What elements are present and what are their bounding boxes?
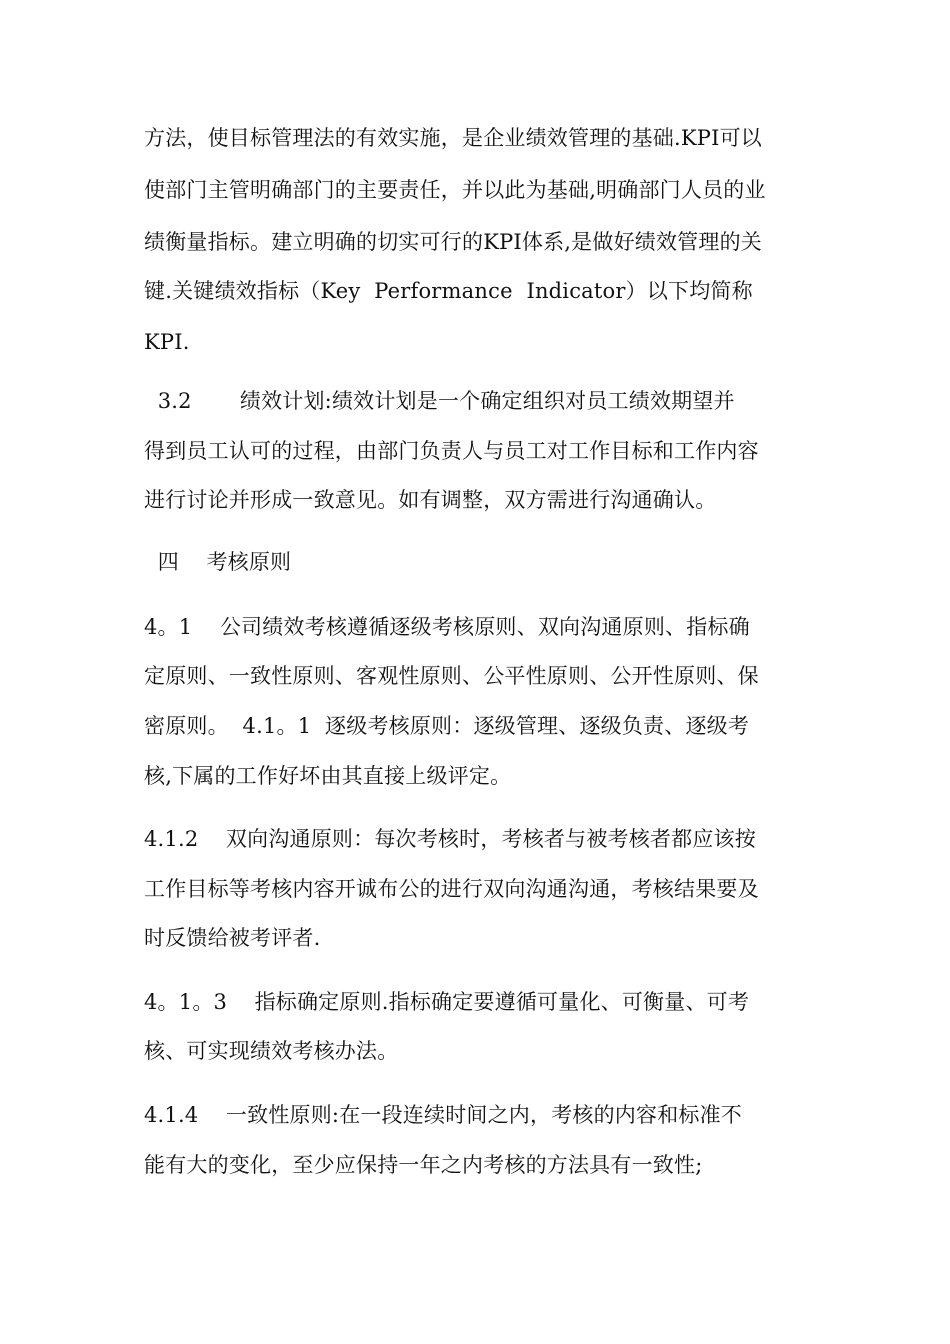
text-line: 使部门主管明确部门的主要责任，并以此为基础,明确部门人员的业 [144,178,766,202]
text-line: 定原则、一致性原则、客观性原则、公平性原则、公开性原则、保 [144,664,759,688]
text-line: 键.关键绩效指标（Key Performance Indicator）以下均简称 [144,279,753,303]
text-line: 核、可实现绩效考核办法。 [144,1039,399,1063]
text-line: 绩衡量指标。建立明确的切实可行的KPI体系,是做好绩效管理的关 [144,230,762,254]
text-line: 工作目标等考核内容开诚布公的进行双向沟通沟通，考核结果要及 [144,877,759,901]
text-line: 得到员工认可的过程，由部门负责人与员工对工作目标和工作内容 [144,439,759,463]
text-line: 核,下属的工作好坏由其直接上级评定。 [144,764,512,788]
text-line: 4。1 公司绩效考核遵循逐级考核原则、双向沟通原则、指标确 [144,615,750,639]
text-line: 方法，使目标管理法的有效实施，是企业绩效管理的基础.KPI可以 [144,126,762,150]
section-heading: 四 考核原则 [144,550,292,574]
text-line: 能有大的变化，至少应保持一年之内考核的方法具有一致性; [144,1153,703,1177]
text-line: 4.1.2 双向沟通原则：每次考核时，考核者与被考核者都应该按 [144,827,756,851]
text-line: 进行讨论并形成一致意见。如有调整，双方需进行沟通确认。 [144,488,717,512]
text-line: 4.1.4 一致性原则:在一段连续时间之内，考核的内容和标准不 [144,1103,743,1127]
text-line: 4。1。3 指标确定原则.指标确定要遵循可量化、可衡量、可考 [144,990,750,1014]
text-line: 时反馈给被考评者. [144,926,321,950]
text-line: 密原则。 4.1。1 逐级考核原则：逐级管理、逐级负责、逐级考 [144,714,750,738]
text-line: 3.2 绩效计划:绩效计划是一个确定组织对员工绩效期望并 [144,389,735,413]
text-line: KPI. [144,330,190,354]
